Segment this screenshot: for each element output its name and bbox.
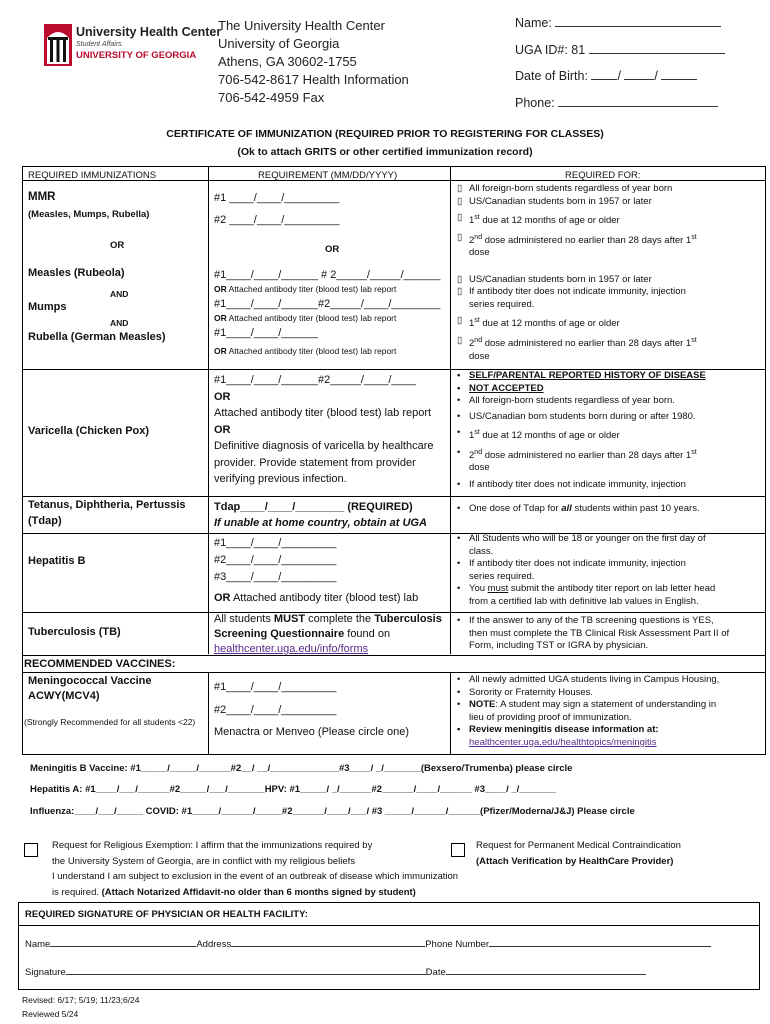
date-label: Date bbox=[425, 967, 446, 978]
mumps-titer bbox=[214, 312, 396, 324]
diagnosis-text: provider. Provide statement from provider bbox=[214, 456, 416, 469]
uga-id-field[interactable] bbox=[515, 42, 725, 57]
or-label: OR bbox=[214, 313, 227, 323]
list-item bbox=[455, 232, 765, 260]
tb-requirements bbox=[455, 615, 765, 653]
hepb-name: Hepatitis B bbox=[28, 555, 86, 567]
req-text: dose administered no earlier than 28 days after 1 bbox=[482, 234, 692, 246]
name-label: Name: bbox=[515, 16, 552, 30]
list-item bbox=[455, 615, 765, 653]
men-dose1[interactable]: #1____/____/_________ bbox=[214, 681, 337, 693]
req-text: all bbox=[561, 503, 572, 514]
list-item bbox=[455, 315, 765, 331]
sup: nd bbox=[474, 336, 483, 344]
tb-line bbox=[214, 612, 442, 627]
list-item bbox=[455, 411, 765, 424]
or-label: OR bbox=[214, 390, 231, 403]
bullet-icon: • bbox=[457, 583, 461, 594]
tb-requirement bbox=[214, 612, 442, 657]
meningitis-link[interactable]: healthcenter.uga.edu/healthtopics/meningitis bbox=[469, 736, 657, 748]
list-item bbox=[455, 274, 765, 287]
req-text: All Students who will be 18 or younger on the first day of bbox=[469, 533, 706, 544]
sup: st bbox=[691, 336, 697, 344]
box-bullet-icon: ▯ bbox=[457, 315, 463, 327]
tdap-date[interactable]: Tdap____/____/________ (REQUIRED) bbox=[214, 501, 413, 513]
req-text: You bbox=[469, 583, 488, 594]
name-field[interactable] bbox=[25, 937, 711, 951]
or-label: OR bbox=[214, 423, 231, 436]
sup: nd bbox=[474, 233, 483, 241]
list-item bbox=[455, 583, 765, 608]
exemption-text: Request for Permanent Medical Contraindication bbox=[476, 840, 681, 851]
titer-text: Attached antibody titer (blood test) lab bbox=[230, 592, 419, 604]
col-header-required-for: REQUIRED FOR: bbox=[565, 170, 641, 181]
mmr-or: OR bbox=[110, 240, 125, 251]
req-text: SELF/PARENTAL REPORTED HISTORY OF DISEASE bbox=[469, 370, 706, 381]
req-text: NOTE bbox=[469, 699, 496, 710]
hepb-dose2[interactable]: #2____/____/_________ bbox=[214, 554, 337, 566]
address-line: Athens, GA 30602-1755 bbox=[218, 54, 357, 69]
signature-section bbox=[18, 902, 760, 990]
bullet-icon: • bbox=[457, 558, 461, 569]
box-bullet-icon: ▯ bbox=[457, 286, 463, 298]
rubella-name: Rubella (German Measles) bbox=[28, 331, 166, 343]
or-label: OR bbox=[214, 592, 231, 604]
phone-label: Phone: bbox=[515, 96, 555, 110]
hepb-requirement bbox=[214, 535, 418, 607]
measles-dates[interactable]: #1____/____/______ # 2_____/_____/______ bbox=[214, 269, 441, 281]
list-item bbox=[455, 395, 765, 408]
sup: st bbox=[474, 317, 480, 325]
exemption-text: is required. bbox=[52, 886, 102, 898]
measles-titer bbox=[214, 283, 396, 295]
list-item bbox=[455, 212, 765, 228]
medical-contraindication bbox=[476, 838, 681, 869]
revised-date: Revised: 6/17; 5/19; 11/23;6/24 bbox=[22, 995, 140, 1005]
req-text: One dose of Tdap for bbox=[469, 503, 562, 514]
exemption-text: Request for Religious Exemption: I affirm that the immunizations required by bbox=[52, 840, 373, 851]
tb-text: found on bbox=[344, 628, 391, 640]
bullet-icon: • bbox=[457, 370, 461, 381]
varicella-requirement bbox=[214, 372, 434, 488]
form-subtitle: (Ok to attach GRITS or other certified immunization record) bbox=[237, 146, 533, 158]
mmr-name: MMR bbox=[28, 191, 56, 203]
req-text: series required. bbox=[469, 570, 535, 582]
col-header-requirement: REQUIREMENT (MM/DD/YYYY) bbox=[258, 170, 398, 181]
col-header-immunizations: REQUIRED IMMUNIZATIONS bbox=[28, 170, 157, 181]
req-text: dose bbox=[469, 350, 490, 362]
bullet-icon: • bbox=[457, 533, 461, 544]
bullet-icon: • bbox=[457, 427, 461, 438]
list-item bbox=[455, 533, 765, 558]
exemption-text: the University System of Georgia, are in conflict with my religious beliefs bbox=[52, 855, 356, 867]
list-item bbox=[455, 335, 765, 363]
titer-text: Attached antibody titer (blood test) lab report bbox=[226, 346, 397, 356]
bullet-icon: • bbox=[457, 686, 461, 698]
req-text: submit the antibody titer report on lab letter head bbox=[508, 583, 716, 594]
tb-line bbox=[214, 627, 442, 642]
meningococcal-name2: ACWY(MCV4) bbox=[28, 690, 100, 702]
req-text: NOT ACCEPTED bbox=[469, 382, 544, 394]
list-item bbox=[455, 370, 765, 383]
req-text: from a certified lab with definitive lab values in English. bbox=[469, 595, 699, 607]
flu-covid-line[interactable]: Influenza:____/___/_____ COVID: #1_____/______/_____#2______/____/___/ #3 _____/______/______(Pfizer/Moderna/J&J) Please circle bbox=[30, 806, 635, 817]
tdap-note: If unable at home country, obtain at UGA bbox=[214, 517, 427, 529]
hepa-hpv-line[interactable]: Hepatitis A: #1____/___/______#2_____/___/_______HPV: #1_____/ _/______#2______/____/______ #3____/ _/_______ bbox=[30, 784, 557, 795]
req-text: : A student may sign a statement of understanding in bbox=[495, 699, 717, 710]
men-dose2[interactable]: #2____/____/_________ bbox=[214, 704, 337, 716]
req-text: 2 bbox=[469, 449, 475, 461]
sup: st bbox=[691, 448, 697, 456]
sup: st bbox=[691, 233, 697, 241]
sup: st bbox=[474, 214, 480, 221]
list-item bbox=[455, 183, 765, 196]
arch-logo-icon bbox=[44, 24, 72, 66]
uga-logo bbox=[44, 22, 222, 68]
meningococcal-name: Meningococcal Vaccine bbox=[28, 675, 152, 687]
tb-text: MUST bbox=[273, 613, 306, 625]
mmr-sub: (Measles, Mumps, Rubella) bbox=[28, 209, 150, 220]
tb-forms-link[interactable]: healthcenter.uga.edu/info/forms bbox=[214, 643, 369, 655]
box-bullet-icon: ▯ bbox=[457, 231, 463, 243]
req-text: must bbox=[487, 583, 509, 594]
tb-text: Tuberculosis bbox=[374, 613, 442, 625]
name-label: Name bbox=[25, 939, 51, 950]
box-bullet-icon: ▯ bbox=[457, 212, 463, 223]
sup: nd bbox=[474, 448, 483, 456]
dob-sep: / bbox=[617, 69, 621, 83]
meningococcal-requirements bbox=[455, 674, 765, 749]
uga-id-label: UGA ID#: 81 bbox=[515, 43, 586, 57]
req-text: dose administered no earlier than 28 days after 1 bbox=[482, 449, 692, 461]
reviewed-date: Reviewed 5/24 bbox=[22, 1009, 79, 1019]
req-text: dose administered no earlier than 28 days after 1 bbox=[482, 338, 692, 350]
req-text: dose bbox=[469, 247, 490, 259]
req-text: If antibody titer does not indicate immunity, injection bbox=[469, 478, 686, 490]
logo-line2: Student Affairs bbox=[76, 41, 122, 48]
tdap-name: Tetanus, Diphtheria, Pertussis bbox=[28, 499, 186, 511]
list-item bbox=[455, 447, 765, 475]
diagnosis-text: Definitive diagnosis of varicella by healthcare bbox=[214, 440, 434, 452]
recommended-header: RECOMMENDED VACCINES: bbox=[24, 658, 176, 670]
address-block bbox=[218, 17, 409, 107]
logo-line1: University Health Center bbox=[76, 25, 222, 39]
req-text: Form, including TST or IGRA by physician. bbox=[469, 640, 649, 651]
req-text: series required. bbox=[469, 298, 535, 310]
req-text: then must complete the TB Clinical Risk Assessment Part II of bbox=[469, 627, 730, 639]
bullet-icon: • bbox=[457, 724, 461, 735]
req-text: 2 bbox=[469, 234, 475, 246]
varicella-requirements bbox=[455, 370, 765, 491]
tb-text: complete the bbox=[305, 613, 375, 625]
req-text: due at 12 months of age or older bbox=[479, 430, 620, 442]
list-item bbox=[455, 479, 765, 492]
student-name-field[interactable] bbox=[515, 15, 721, 30]
varicella-dates[interactable]: #1____/____/______#2_____/____/____ bbox=[214, 374, 416, 386]
box-bullet-icon: ▯ bbox=[457, 195, 463, 207]
signature-header: REQUIRED SIGNATURE OF PHYSICIAN OR HEALTH FACILITY: bbox=[25, 909, 308, 920]
list-item bbox=[455, 286, 765, 311]
dob-field[interactable] bbox=[515, 68, 697, 83]
exemption-text: (Attach Notarized Affidavit-no older than 6 months signed by student) bbox=[101, 886, 416, 898]
req-text: 1 bbox=[469, 215, 475, 227]
req-text: lieu of providing proof of immunization. bbox=[469, 711, 632, 723]
bullet-icon: • bbox=[457, 674, 461, 685]
titer-text: Attached antibody titer (blood test) lab report bbox=[226, 313, 397, 323]
list-item bbox=[455, 699, 765, 724]
men-brand[interactable]: Menactra or Menveo (Please circle one) bbox=[214, 726, 410, 738]
exemption-text: (Attach Verification by HealthCare Provider) bbox=[476, 855, 674, 867]
hepb-dose3[interactable]: #3____/____/_________ bbox=[214, 571, 337, 583]
req-text: US/Canadian born students born during or after 1980. bbox=[469, 410, 696, 422]
bullet-icon: • bbox=[457, 699, 461, 710]
form-title: CERTIFICATE OF IMMUNIZATION (REQUIRED PRIOR TO REGISTERING FOR CLASSES) bbox=[166, 128, 604, 140]
medical-contraindication-checkbox[interactable] bbox=[451, 843, 465, 857]
signature-label: Signature bbox=[25, 967, 66, 978]
req-text: If antibody titer does not indicate immunity, injection bbox=[469, 286, 686, 298]
req-text: 1 bbox=[469, 430, 475, 442]
tb-text: Screening Questionnaire bbox=[214, 628, 345, 640]
box-bullet-icon: ▯ bbox=[457, 334, 463, 346]
bullet-icon: • bbox=[457, 395, 461, 406]
bullet-icon: • bbox=[457, 478, 461, 490]
dob-sep: / bbox=[654, 69, 658, 83]
address-label: Address bbox=[196, 939, 232, 950]
religious-exemption-checkbox[interactable] bbox=[24, 843, 38, 857]
diagnosis-text: verifying previous infection. bbox=[214, 473, 347, 485]
dob-label: Date of Birth: bbox=[515, 69, 588, 83]
measles-name: Measles (Rubeola) bbox=[28, 267, 125, 279]
mumps-name: Mumps bbox=[28, 301, 67, 313]
req-text: US/Canadian students born in 1957 or later bbox=[469, 195, 652, 207]
exemption-text: I understand I am subject to exclusion in the event of an outbreak of disease which immunization bbox=[52, 871, 459, 882]
varicella-name: Varicella (Chicken Pox) bbox=[28, 425, 150, 437]
hepb-requirements bbox=[455, 533, 765, 608]
tdap-requirements bbox=[455, 503, 765, 516]
and-label: AND bbox=[110, 318, 129, 328]
logo-line3: UNIVERSITY OF GEORGIA bbox=[76, 50, 197, 61]
signature-field[interactable] bbox=[25, 965, 646, 979]
phone-label: Phone Number bbox=[425, 939, 490, 950]
req-text: students within past 10 years. bbox=[571, 503, 700, 514]
hepb-dose1[interactable]: #1____/____/_________ bbox=[214, 537, 337, 549]
tb-name: Tuberculosis (TB) bbox=[28, 626, 121, 638]
mumps-dates[interactable]: #1____/____/______#2_____/____/________ bbox=[214, 298, 441, 310]
req-text: All newly admitted UGA students living in Campus Housing, bbox=[469, 674, 720, 685]
req-text: dose bbox=[469, 462, 490, 474]
religious-exemption bbox=[52, 838, 458, 900]
tb-text: All students bbox=[214, 613, 274, 625]
tdap-name2: (Tdap) bbox=[28, 515, 62, 527]
box-bullet-icon: ▯ bbox=[457, 183, 463, 194]
mmr-dose1[interactable]: #1 ____/____/_________ bbox=[214, 192, 340, 204]
list-item bbox=[455, 687, 765, 700]
req-text: US/Canadian students born in 1957 or later bbox=[469, 273, 652, 285]
req-text: If the answer to any of the TB screening questions is YES, bbox=[469, 615, 714, 626]
mmr-requirements bbox=[455, 183, 765, 363]
bullet-icon: • bbox=[457, 382, 461, 394]
bullet-icon: • bbox=[457, 615, 461, 626]
sup: st bbox=[474, 429, 480, 436]
address-line: 706-542-4959 Fax bbox=[218, 90, 325, 105]
list-item bbox=[455, 503, 765, 516]
req-text: 1 bbox=[469, 318, 475, 330]
and-label: AND bbox=[110, 289, 129, 299]
req-text: If antibody titer does not indicate immunity, injection bbox=[469, 558, 686, 569]
or-label: OR bbox=[214, 284, 227, 294]
req-text: 2 bbox=[469, 338, 475, 350]
list-item bbox=[455, 558, 765, 583]
req-text: class. bbox=[469, 545, 494, 557]
req-text: All foreign-born students regardless of year born bbox=[469, 183, 673, 194]
phone-field[interactable] bbox=[515, 95, 718, 110]
or-label: OR bbox=[214, 346, 227, 356]
address-line: 706-542-8617 Health Information bbox=[218, 72, 409, 87]
meningococcal-note: (Strongly Recommended for all students <22) bbox=[24, 717, 196, 727]
titer-text: Attached antibody titer (blood test) lab report bbox=[214, 407, 432, 419]
req-text: Review meningitis disease information at: bbox=[469, 724, 659, 735]
list-item bbox=[455, 383, 765, 396]
list-item bbox=[455, 196, 765, 209]
address-line: University of Georgia bbox=[218, 36, 340, 51]
box-bullet-icon: ▯ bbox=[457, 273, 463, 285]
meningitis-b-line[interactable]: Meningitis B Vaccine: #1_____/_____/______#2__/ __/_____________#3____/ _/_______(Bexsero/Trumenba) please circle bbox=[30, 763, 573, 774]
hepb-titer bbox=[214, 590, 418, 607]
req-text: due at 12 months of age or older bbox=[479, 215, 620, 227]
bullet-icon: • bbox=[457, 503, 461, 514]
req-text: due at 12 months of age or older bbox=[479, 318, 620, 330]
address-line: The University Health Center bbox=[218, 18, 385, 33]
rubella-dates[interactable]: #1____/____/______ bbox=[214, 327, 318, 339]
req-text: All foreign-born students regardless of year born. bbox=[469, 395, 675, 406]
list-item bbox=[455, 724, 765, 749]
mmr-or-middle: OR bbox=[325, 244, 340, 255]
bullet-icon: • bbox=[457, 446, 461, 458]
titer-text: Attached antibody titer (blood test) lab report bbox=[226, 284, 397, 294]
req-text: Sorority or Fraternity Houses. bbox=[469, 686, 594, 698]
mmr-dose2[interactable]: #2 ____/____/_________ bbox=[214, 214, 340, 226]
bullet-icon: • bbox=[457, 410, 461, 422]
list-item bbox=[455, 427, 765, 443]
exemption-text bbox=[52, 885, 458, 901]
list-item bbox=[455, 674, 765, 687]
rubella-titer bbox=[214, 345, 396, 357]
